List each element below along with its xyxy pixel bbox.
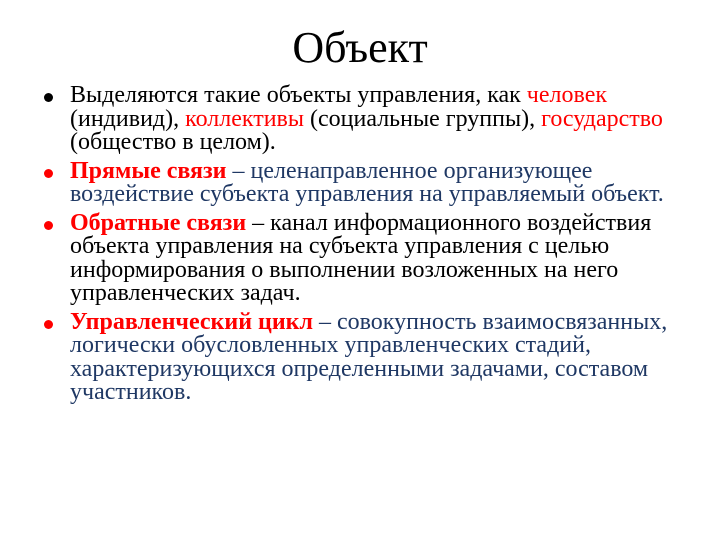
highlight-term: коллективы xyxy=(185,105,304,132)
slide-title: Объект xyxy=(292,23,428,72)
bullet-term: Прямые связи xyxy=(70,157,227,184)
bullet-definition: – совокупность взаимосвязанных, логически обусловленных управленческих стадий, характеризующихся определенными задачами, составом участников. xyxy=(70,308,668,405)
bullet-term: Обратные связи xyxy=(70,209,247,236)
bullet-text: Выделяются такие объекты управления, как xyxy=(70,82,527,108)
highlight-term: человек xyxy=(526,82,607,108)
bullet-dot-icon xyxy=(44,320,53,329)
bullet-direct-links xyxy=(42,157,692,207)
bullet-term: Управленческий цикл xyxy=(70,308,313,335)
bullet-text: (индивид), xyxy=(70,105,186,132)
bullet-definition: – целенаправленное организующее воздействие субъекта управления на управляемый объект. xyxy=(70,157,664,207)
bullet-definition: – канал информационного воздействия объекта управления на субъекта управления с целью информирования о выполнении возложенных на него управленческих задач. xyxy=(70,209,652,306)
bullet-objects xyxy=(42,84,692,155)
bullet-dot-icon xyxy=(44,221,53,230)
bullet-list xyxy=(42,84,692,410)
bullet-dot-icon xyxy=(44,93,53,102)
bullet-feedback-links xyxy=(42,209,692,306)
bullet-text: (общество в целом). xyxy=(70,129,276,155)
bullet-dot-icon xyxy=(44,169,53,178)
highlight-term: государство xyxy=(541,105,663,132)
bullet-text: (социальные группы), xyxy=(304,105,542,132)
bullet-management-cycle xyxy=(42,308,692,405)
